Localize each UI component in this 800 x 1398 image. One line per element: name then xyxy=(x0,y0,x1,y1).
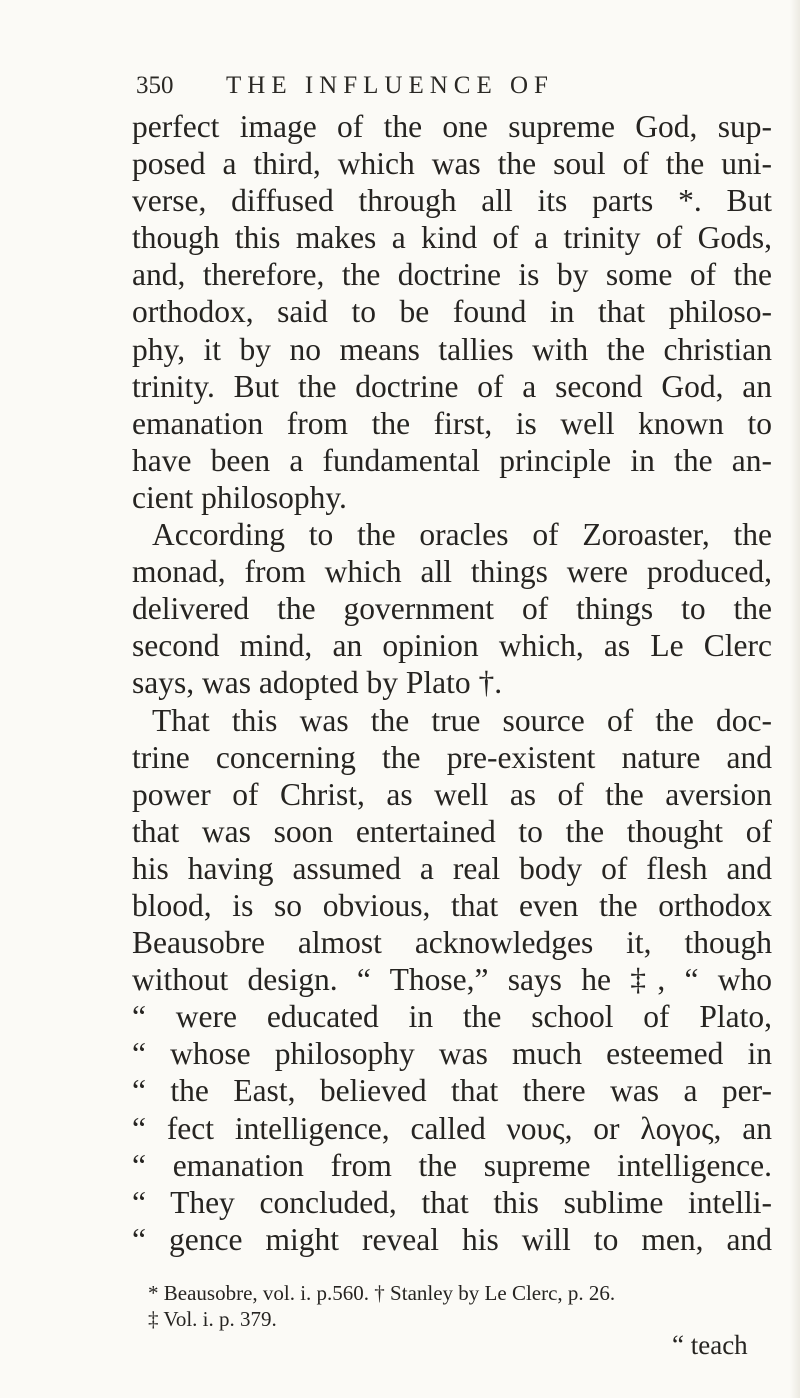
text-line: “ emanation from the supreme intelligence. xyxy=(132,1147,772,1183)
text-line: verse, diffused through all its parts *. But xyxy=(132,183,772,219)
text-line: posed a third, which was the soul of the uni- xyxy=(132,146,772,182)
footnote-line: ‡ Vol. i. p. 379. xyxy=(148,1307,277,1331)
text-line: monad, from which all things were produced, xyxy=(132,554,772,590)
text-line: trinity. But the doctrine of a second God, an xyxy=(132,368,772,404)
text-line: have been a fundamental principle in the an- xyxy=(132,442,772,478)
text-line: says, was adopted by Plato †. xyxy=(132,665,503,701)
text-line: his having assumed a real body of flesh and xyxy=(132,850,772,886)
text-line: cient philosophy. xyxy=(132,479,347,515)
page-edge-shadow xyxy=(790,0,800,1398)
text-line: second mind, an opinion which, as Le Clerc xyxy=(132,628,772,664)
text-line: That this was the true source of the doc- xyxy=(152,702,772,738)
text-line: According to the oracles of Zoroaster, the xyxy=(152,517,772,553)
text-line: blood, is so obvious, that even the orthodox xyxy=(132,887,772,923)
text-line: perfect image of the one supreme God, sup- xyxy=(132,109,772,144)
body-text xyxy=(132,108,772,1258)
text-line: trine concerning the pre-existent nature and xyxy=(132,739,772,775)
catchword: “ teach xyxy=(672,1330,748,1360)
text-line: “ gence might reveal his will to men, and xyxy=(132,1221,772,1257)
text-line: power of Christ, as well as of the aversion xyxy=(132,776,772,812)
text-line: Beausobre almost acknowledges it, though xyxy=(132,925,772,961)
text-line: “ fect intelligence, called νους, or λογος, an xyxy=(132,1110,772,1146)
footnotes xyxy=(148,1280,768,1332)
text-line: “ whose philosophy was much esteemed in xyxy=(132,1036,772,1072)
text-line: “ They concluded, that this sublime intelli- xyxy=(132,1184,772,1220)
page-number: 350 xyxy=(136,72,174,99)
footnote-line: * Beausobre, vol. i. p.560. † Stanley by Le Clerc, p. 26. xyxy=(148,1281,616,1305)
text-line: though this makes a kind of a trinity of Gods, xyxy=(132,220,772,256)
running-head: THE INFLUENCE OF xyxy=(226,72,554,99)
text-line: delivered the government of things to the xyxy=(132,591,772,627)
text-line: “ were educated in the school of Plato, xyxy=(132,999,772,1035)
text-line: and, therefore, the doctrine is by some of the xyxy=(132,257,772,293)
text-line: without design. “ Those,” says he ‡, “ who xyxy=(132,962,772,998)
text-line: emanation from the first, is well known to xyxy=(132,405,772,441)
text-line: that was soon entertained to the thought of xyxy=(132,813,772,849)
text-line: phy, it by no means tallies with the christian xyxy=(132,331,772,367)
text-line: “ the East, believed that there was a per- xyxy=(132,1073,772,1109)
text-line: orthodox, said to be found in that philoso- xyxy=(132,294,772,330)
